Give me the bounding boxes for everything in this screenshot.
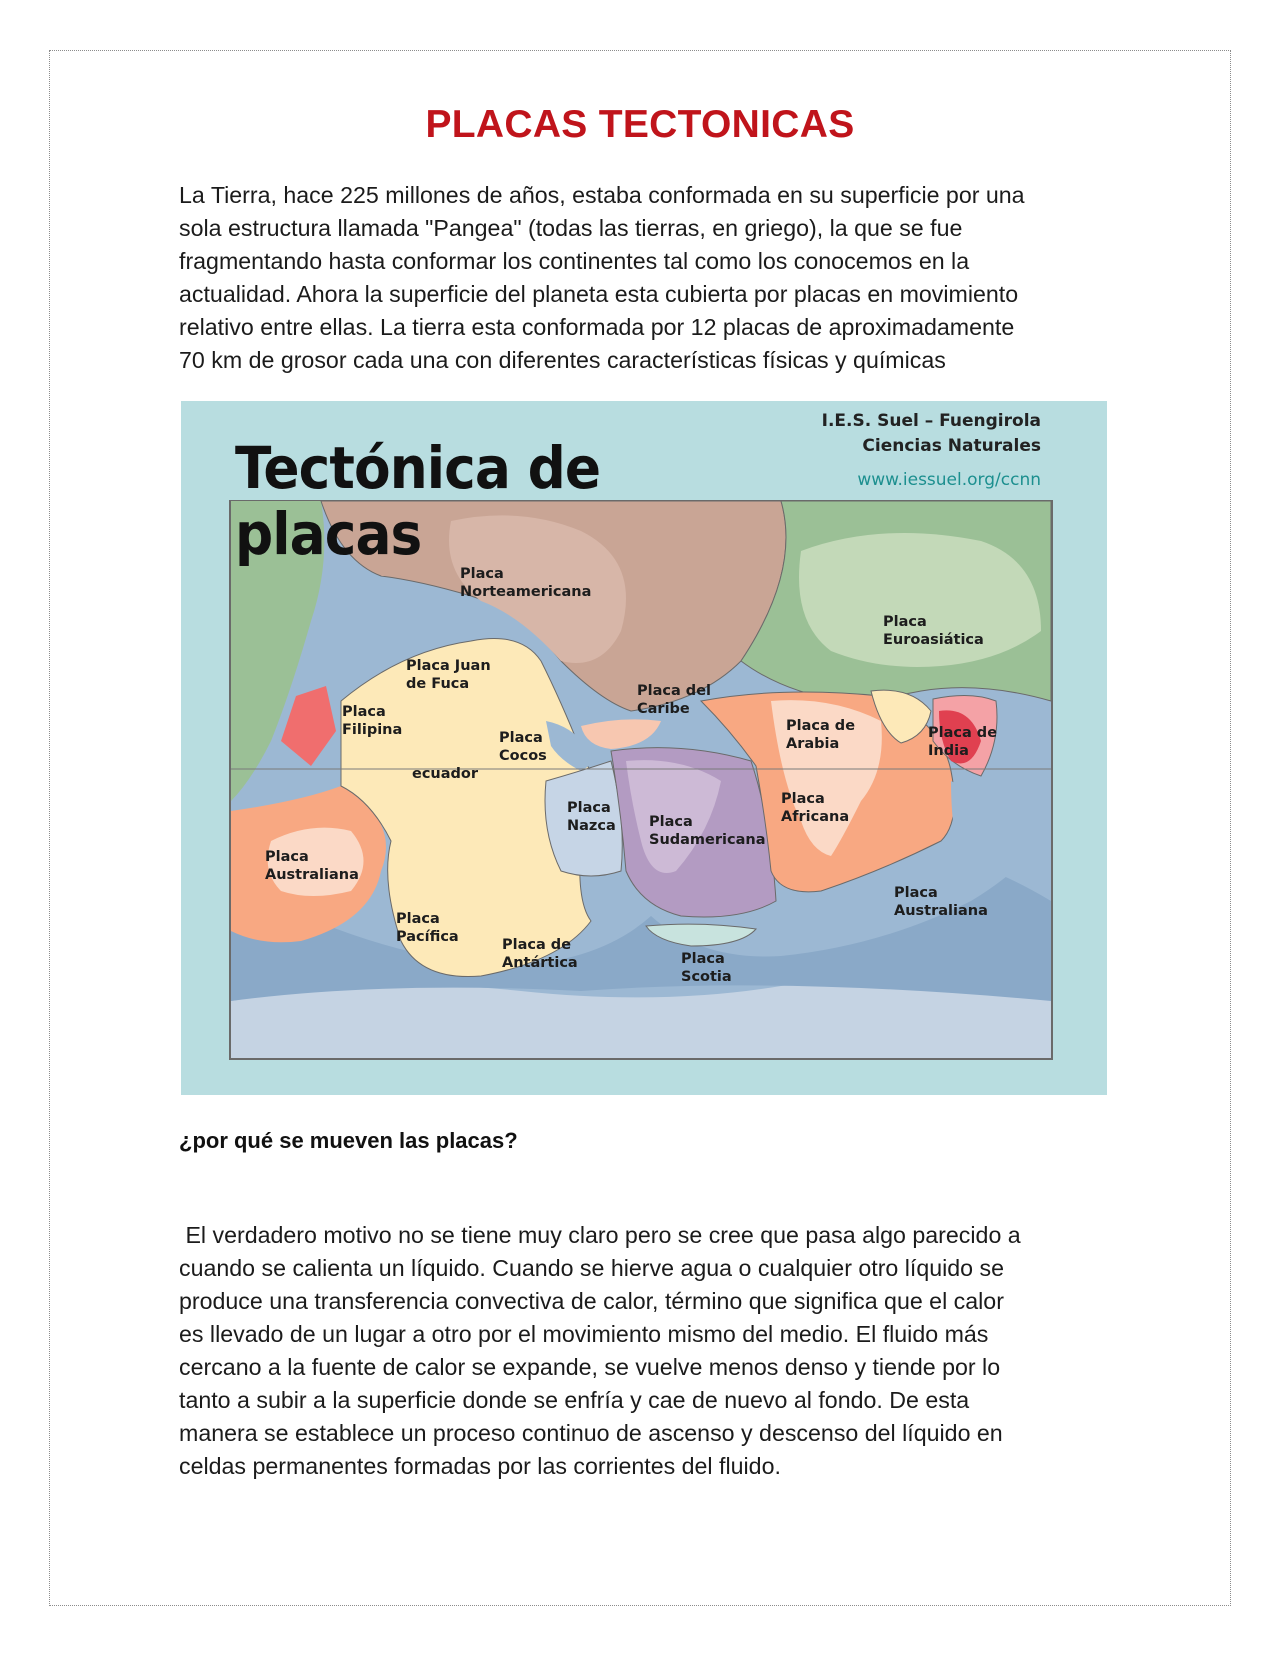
label-africana [781, 790, 849, 826]
label-line: Australiana [894, 903, 988, 919]
credit-subject: Ciencias Naturales [862, 436, 1041, 456]
label-line: de Fuca [406, 676, 470, 692]
label-caribe [637, 682, 711, 718]
answer-line: cercano a la fuente de calor se expande, se vuelve menos denso y tiende por lo [179, 1354, 1001, 1380]
label-line: Euroasiática [883, 632, 984, 648]
label-line: Placa de [502, 937, 572, 953]
label-line: Filipina [342, 722, 403, 738]
map-title-line: placas [235, 500, 422, 568]
intro-line: fragmentando hasta conformar los continentes tal como los conocemos en la [179, 248, 970, 274]
label-line: Placa [567, 800, 611, 816]
label-sudamericana [649, 813, 765, 849]
label-arabia [786, 717, 855, 753]
label-australiana-west [265, 848, 359, 884]
label-line: Placa [499, 730, 543, 746]
label-line: Australiana [265, 867, 359, 883]
map-title [235, 435, 600, 567]
answer-line: manera se establece un proceso continuo de ascenso y descenso del líquido en [179, 1420, 1003, 1446]
map-credit [822, 409, 1041, 493]
label-line: Pacífica [396, 929, 459, 945]
label-line: Cocos [499, 748, 547, 764]
answer-line: produce una transferencia convectiva de calor, término que significa que el calor [179, 1288, 1004, 1314]
label-line: Scotia [681, 969, 732, 985]
intro-line: La Tierra, hace 225 millones de años, estaba conformada en su superficie por una [179, 182, 1025, 208]
label-ecuador: ecuador [412, 766, 479, 782]
label-pacifica [396, 910, 459, 946]
label-norteamericana [460, 565, 591, 601]
label-scotia [681, 950, 732, 986]
intro-line: sola estructura llamada "Pangea" (todas las tierras, en griego), la que se fue [179, 215, 963, 241]
intro-line: relativo entre ellas. La tierra esta conformada por 12 placas de aproximadamente [179, 314, 1015, 340]
label-filipina [342, 703, 402, 739]
intro-line: actualidad. Ahora la superficie del planeta esta cubierta por placas en movimiento [179, 281, 1019, 307]
label-line: Placa del [637, 683, 711, 699]
label-line: Placa [681, 951, 725, 967]
answer-line: El verdadero motivo no se tiene muy claro pero se cree que pasa algo parecido a [179, 1222, 1021, 1248]
label-line: Africana [781, 809, 850, 825]
label-line: Placa Juan [406, 658, 491, 674]
label-euroasiatica [883, 613, 984, 649]
label-juan-de-fuca [406, 657, 491, 693]
label-line: Sudamericana [649, 832, 766, 848]
label-line: Caribe [637, 701, 690, 717]
answer-line: cuando se calienta un líquido. Cuando se hierve agua o cualquier otro líquido se [179, 1255, 1005, 1281]
answer-line: es llevado de un lugar a otro por el movimiento mismo del medio. El fluido más [179, 1321, 989, 1347]
label-line: Placa de [786, 718, 856, 734]
label-australiana-east [894, 884, 988, 920]
label-line: Placa [265, 849, 309, 865]
label-line: Placa [460, 566, 504, 582]
map-title-line: Tectónica de [235, 434, 601, 502]
label-line: Placa [894, 885, 938, 901]
label-nazca [567, 799, 616, 835]
label-cocos [499, 729, 547, 765]
intro-line: 70 km de grosor cada una con diferentes características físicas y químicas [179, 347, 946, 373]
label-line: Nazca [567, 818, 616, 834]
answer-line: celdas permanentes formadas por las corrientes del fluido. [179, 1453, 781, 1479]
answer-paragraph [179, 1219, 1109, 1483]
answer-line: tanto a subir a la superficie donde se enfría y cae de nuevo al fondo. De esta [179, 1387, 970, 1413]
label-line: India [928, 743, 969, 759]
label-line: Placa de [928, 725, 998, 741]
label-line: Placa [396, 911, 440, 927]
label-antartica [502, 936, 578, 972]
label-line: Placa [781, 791, 825, 807]
credit-school: I.E.S. Suel – Fuengirola [821, 411, 1041, 431]
label-line: Placa [883, 614, 927, 630]
label-line: Placa [342, 704, 386, 720]
page-title: PLACAS TECTONICAS [425, 103, 855, 146]
label-line: Norteamericana [460, 584, 592, 600]
label-line: Arabia [786, 736, 840, 752]
credit-url: www.iessuel.org/ccnn [857, 470, 1041, 490]
section-question: ¿por qué se mueven las placas? [179, 1128, 518, 1153]
label-line: Placa [649, 814, 693, 830]
tectonic-plates-map [181, 401, 1107, 1095]
label-india [928, 724, 997, 760]
intro-paragraph [179, 179, 1109, 377]
label-line: Antártica [502, 955, 578, 971]
